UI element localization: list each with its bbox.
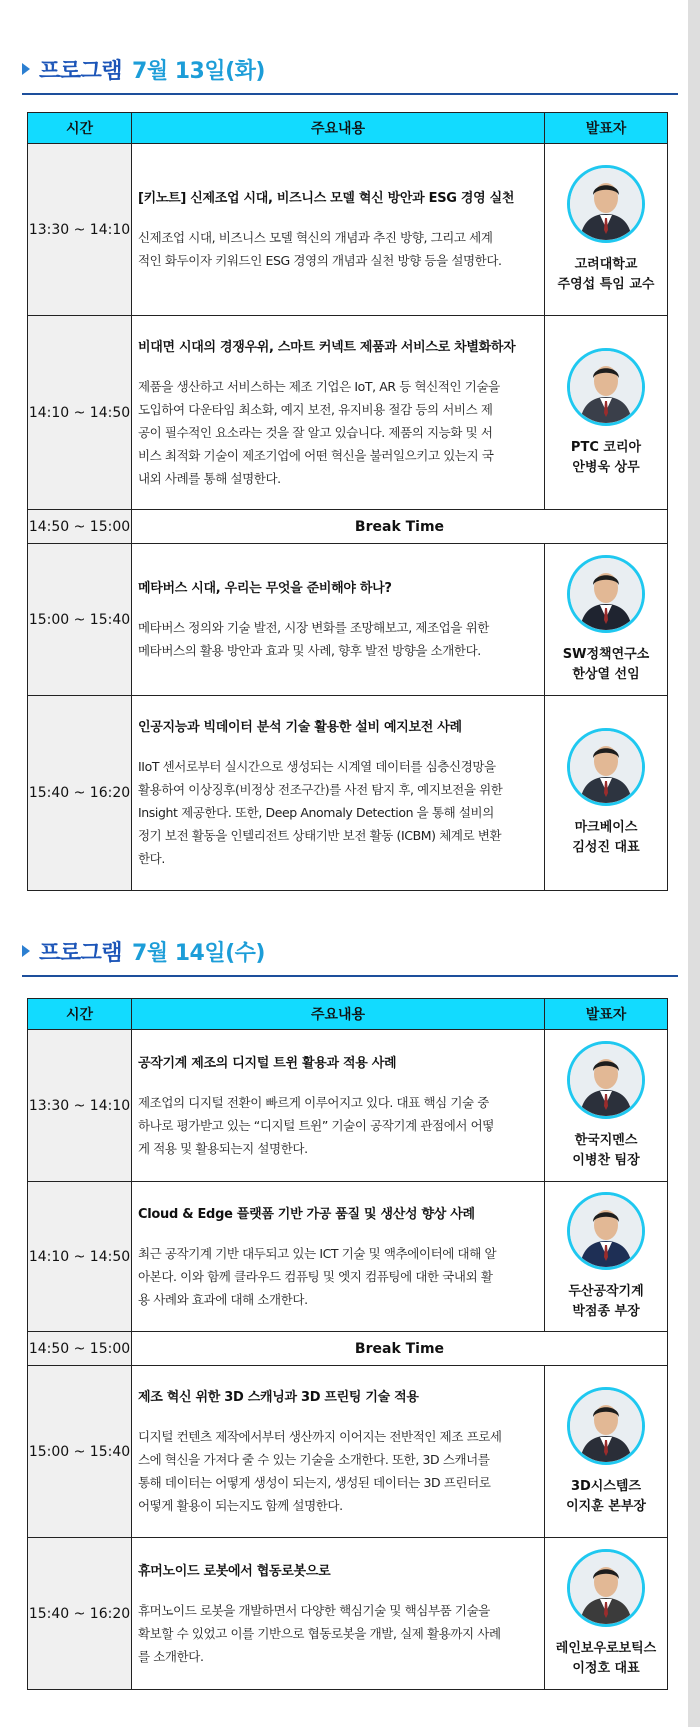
session-content bbox=[132, 696, 545, 891]
triangle-bullet-icon bbox=[22, 63, 30, 75]
speaker-cell bbox=[545, 316, 668, 510]
description-line: 제품을 생산하고 서비스하는 제조 기업은 IoT, AR 등 혁신적인 기술을 bbox=[138, 378, 500, 394]
header-speaker: 발표자 bbox=[545, 113, 668, 144]
session-title: 메타버스 시대, 우리는 무엇을 준비해야 하나? bbox=[138, 581, 392, 596]
speaker-name: 박점종 부장 bbox=[572, 1303, 640, 1319]
speaker-photo bbox=[567, 165, 645, 243]
session-content bbox=[132, 544, 545, 696]
description-line: 어떻게 활용이 되는지도 함께 설명한다. bbox=[138, 1498, 343, 1513]
speaker-cell bbox=[545, 1182, 668, 1332]
speaker-name: 이정호 대표 bbox=[572, 1660, 640, 1676]
session-description bbox=[138, 226, 534, 272]
speaker-cell bbox=[545, 1030, 668, 1182]
description-line: 메타버스 정의와 기술 발전, 시장 변화를 조망해보고, 제조업을 위한 bbox=[138, 620, 489, 635]
session-row bbox=[28, 696, 668, 891]
break-row bbox=[28, 1332, 668, 1366]
session-description bbox=[138, 616, 534, 662]
session-title: 제조 혁신 위한 3D 스캐닝과 3D 프린팅 기술 적용 bbox=[138, 1390, 419, 1405]
speaker-organization: 한국지멘스 bbox=[574, 1132, 638, 1148]
section-heading bbox=[22, 49, 265, 89]
speaker-photo bbox=[567, 1192, 645, 1270]
description-line: 아본다. 이와 함께 클라우드 컴퓨팅 및 엣지 컴퓨팅에 대한 국내외 활 bbox=[138, 1268, 493, 1284]
session-title: Cloud & Edge 플랫폼 기반 가공 품질 및 생산성 향상 사례 bbox=[138, 1206, 475, 1222]
speaker-name: 한상열 선임 bbox=[572, 666, 640, 682]
heading-date: 7월 13일(화) bbox=[132, 58, 265, 84]
speaker-organization: PTC 코리아 bbox=[570, 439, 642, 455]
header-content: 주요내용 bbox=[132, 999, 545, 1030]
session-row bbox=[28, 544, 668, 696]
session-title: 휴머노이드 로봇에서 협동로봇으로 bbox=[138, 1563, 331, 1579]
break-label: Break Time bbox=[132, 510, 668, 544]
header-content: 주요내용 bbox=[132, 113, 545, 144]
speaker-organization: SW정책연구소 bbox=[562, 646, 650, 662]
session-time: 13:30 ~ 14:10 bbox=[28, 1030, 132, 1182]
description-line: 통해 데이터는 어떻게 생성이 되는지, 생성된 데이터는 3D 프린터로 bbox=[138, 1475, 491, 1490]
break-row bbox=[28, 510, 668, 544]
schedule-table bbox=[27, 112, 668, 891]
header-time: 시간 bbox=[28, 999, 132, 1030]
session-time: 15:40 ~ 16:20 bbox=[28, 696, 132, 891]
speaker-photo bbox=[567, 1387, 645, 1465]
triangle-bullet-icon bbox=[22, 945, 30, 957]
table-header-row bbox=[28, 999, 668, 1030]
speaker-cell bbox=[545, 1366, 668, 1538]
description-line: 적인 화두이자 키워드인 ESG 경영의 개념과 실천 방향 등을 설명한다. bbox=[138, 253, 502, 268]
description-line: 정기 보전 활동을 인텔리전트 상태기반 보전 활동 (ICBM) 체계로 변환 bbox=[138, 828, 502, 843]
speaker-photo bbox=[567, 348, 645, 426]
speaker-name: 김성진 대표 bbox=[572, 840, 640, 855]
schedule-table bbox=[27, 998, 668, 1690]
session-content bbox=[132, 1182, 545, 1332]
session-description bbox=[138, 1091, 534, 1160]
speaker-photo bbox=[567, 1549, 645, 1627]
session-title: 비대면 시대의 경쟁우위, 스마트 커넥트 제품과 서비스로 차별화하자 bbox=[138, 339, 516, 355]
session-title: 공작기계 제조의 디지털 트윈 활용과 적용 사례 bbox=[138, 1055, 397, 1071]
speaker-cell bbox=[545, 1538, 668, 1690]
speaker-photo bbox=[567, 1041, 645, 1119]
speaker-organization: 마크베이스 bbox=[574, 820, 638, 835]
description-line: 하나로 평가받고 있는 “디지털 트윈” 기술이 공작기계 관점에서 어떻 bbox=[138, 1117, 494, 1133]
session-row bbox=[28, 316, 668, 510]
session-description bbox=[138, 375, 534, 490]
header-time: 시간 bbox=[28, 113, 132, 144]
session-row bbox=[28, 1366, 668, 1538]
description-line: 활용하여 이상징후(비정상 전조구간)를 사전 탐지 후, 예지보전을 위한 bbox=[138, 782, 503, 797]
session-description bbox=[138, 1599, 534, 1668]
description-line: 신제조업 시대, 비즈니스 모델 혁신의 개념과 추진 방향, 그리고 세계 bbox=[138, 230, 493, 245]
session-time: 14:10 ~ 14:50 bbox=[28, 1182, 132, 1332]
session-row bbox=[28, 1182, 668, 1332]
table-header-row bbox=[28, 113, 668, 144]
description-line: 도입하여 다운타임 최소화, 예지 보전, 유지비용 절감 등의 서비스 제 bbox=[138, 401, 493, 417]
heading-rule bbox=[22, 975, 678, 977]
session-content bbox=[132, 1366, 545, 1538]
session-description bbox=[138, 1242, 534, 1311]
description-line: 최근 공작기계 기반 대두되고 있는 ICT 기술 및 액추에이터에 대해 알 bbox=[138, 1245, 497, 1261]
header-speaker: 발표자 bbox=[545, 999, 668, 1030]
session-time: 13:30 ~ 14:10 bbox=[28, 144, 132, 316]
session-time: 14:10 ~ 14:50 bbox=[28, 316, 132, 510]
heading-rule bbox=[22, 93, 678, 95]
session-time: 15:40 ~ 16:20 bbox=[28, 1538, 132, 1690]
speaker-organization: 레인보우로보틱스 bbox=[555, 1640, 657, 1656]
description-line: 휴머노이드 로봇을 개발하면서 다양한 핵심기술 및 핵심부품 기술을 bbox=[138, 1602, 490, 1618]
session-row bbox=[28, 1030, 668, 1182]
speaker-photo bbox=[567, 555, 645, 633]
session-description bbox=[138, 1425, 534, 1517]
description-line: 비스 최적화 기술이 제조기업에 어떤 혁신을 불러일으키고 있는지 국 bbox=[138, 447, 494, 463]
session-title: 인공지능과 빅데이터 분석 기술 활용한 설비 예지보전 사례 bbox=[138, 720, 462, 735]
session-content bbox=[132, 1538, 545, 1690]
speaker-organization: 두산공작기계 bbox=[568, 1283, 644, 1299]
description-line: 공이 필수적인 요소라는 것을 잘 알고 있습니다. 제품의 지능화 및 서 bbox=[138, 424, 493, 440]
speaker-organization: 고려대학교 bbox=[574, 256, 638, 272]
description-line: IIoT 센서로부터 실시간으로 생성되는 시계열 데이터를 심층신경망을 bbox=[138, 759, 496, 774]
description-line: 내외 사례를 통해 설명한다. bbox=[138, 470, 281, 486]
description-line: 메타버스의 활용 방안과 효과 및 사례, 향후 발전 방향을 소개한다. bbox=[138, 643, 481, 658]
session-content bbox=[132, 144, 545, 316]
description-line: 제조업의 디지털 전환이 빠르게 이루어지고 있다. 대표 핵심 기술 중 bbox=[138, 1094, 489, 1110]
speaker-name: 이병찬 팀장 bbox=[572, 1152, 640, 1168]
speaker-organization: 3D시스템즈 bbox=[570, 1478, 642, 1494]
speaker-cell bbox=[545, 144, 668, 316]
description-line: Insight 제공한다. 또한, Deep Anomaly Detection 을 통해 설비의 bbox=[138, 805, 494, 820]
section-heading bbox=[22, 931, 265, 971]
speaker-name: 안병욱 상무 bbox=[572, 459, 640, 475]
break-label: Break Time bbox=[132, 1332, 668, 1366]
description-line: 한다. bbox=[138, 851, 165, 866]
session-row bbox=[28, 144, 668, 316]
speaker-photo bbox=[567, 728, 645, 806]
session-time: 15:00 ~ 15:40 bbox=[28, 544, 132, 696]
session-time: 14:50 ~ 15:00 bbox=[28, 1332, 132, 1366]
description-line: 확보할 수 있었고 이를 기반으로 협동로봇을 개발, 실제 활용까지 사례 bbox=[138, 1625, 501, 1641]
speaker-cell bbox=[545, 544, 668, 696]
session-title: [키노트] 신제조업 시대, 비즈니스 모델 혁신 방안과 ESG 경영 실천 bbox=[138, 191, 515, 206]
heading-label: 프로그램 bbox=[39, 940, 123, 966]
session-time: 14:50 ~ 15:00 bbox=[28, 510, 132, 544]
description-line: 스에 혁신을 가져다 줄 수 있는 기술을 소개한다. 또한, 3D 스캐너를 bbox=[138, 1452, 490, 1467]
session-time: 15:00 ~ 15:40 bbox=[28, 1366, 132, 1538]
session-content bbox=[132, 1030, 545, 1182]
session-row bbox=[28, 1538, 668, 1690]
speaker-name: 주영섭 특임 교수 bbox=[557, 276, 655, 292]
description-line: 용 사례와 효과에 대해 소개한다. bbox=[138, 1291, 308, 1307]
heading-date: 7월 14일(수) bbox=[132, 940, 265, 966]
heading-label: 프로그램 bbox=[39, 58, 123, 84]
session-description bbox=[138, 755, 534, 870]
description-line: 를 소개한다. bbox=[138, 1648, 204, 1664]
speaker-cell bbox=[545, 696, 668, 891]
description-line: 게 적용 및 활용되는지 설명한다. bbox=[138, 1140, 308, 1156]
session-content bbox=[132, 316, 545, 510]
description-line: 디지털 컨텐츠 제작에서부터 생산까지 이어지는 전반적인 제조 프로세 bbox=[138, 1429, 502, 1444]
speaker-name: 이지훈 본부장 bbox=[566, 1498, 646, 1514]
